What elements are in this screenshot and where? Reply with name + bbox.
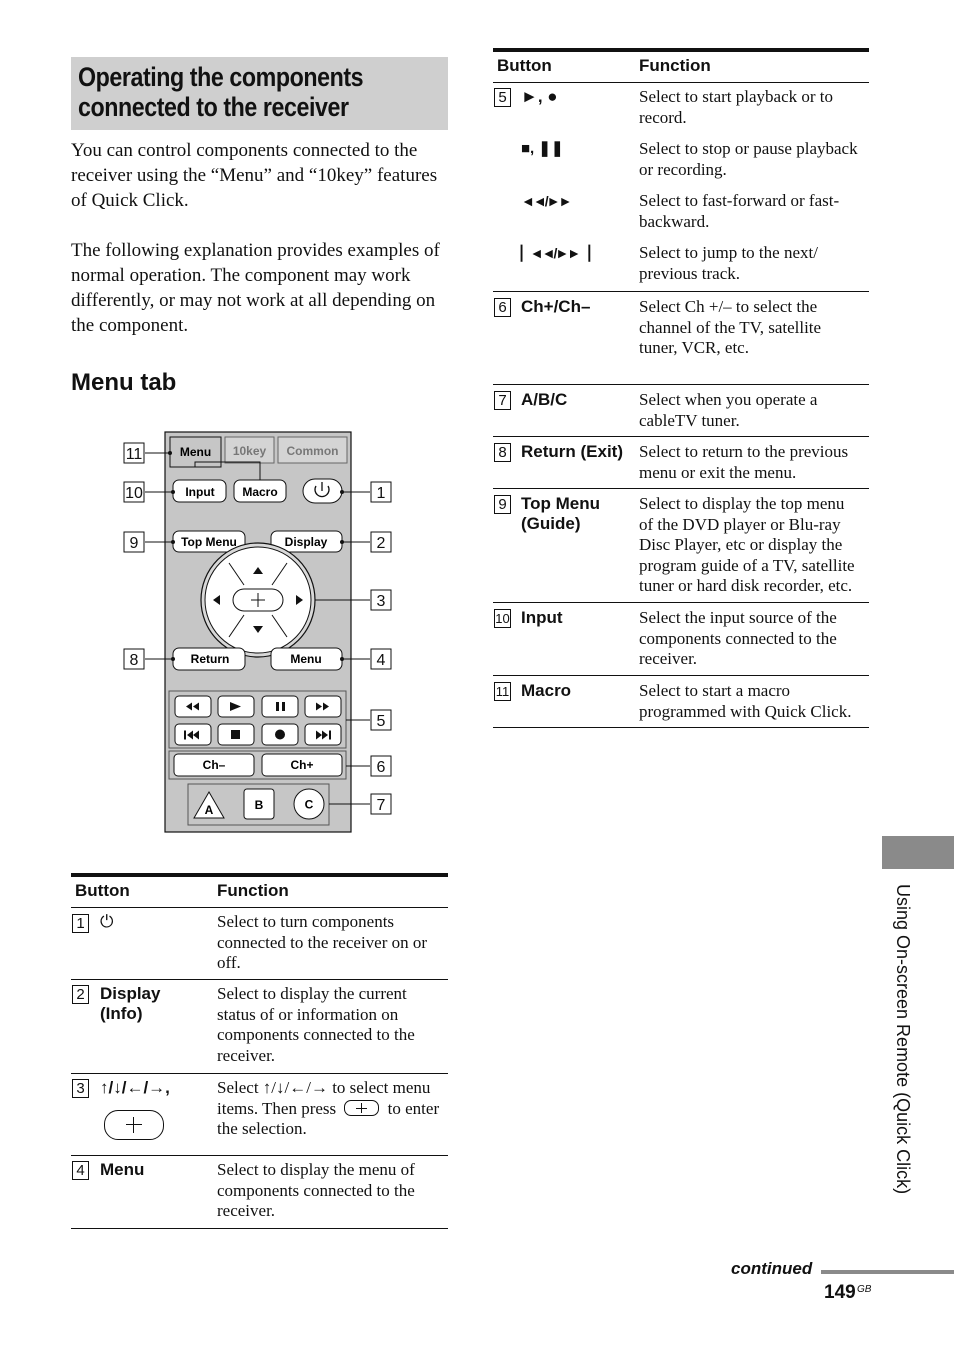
table-row: [493, 385, 869, 437]
row-number: 5: [494, 88, 511, 107]
callout-10-label: 10: [125, 485, 143, 502]
stop-icon: [231, 730, 240, 739]
row-function: Select to return to the previous menu or exit the menu.: [639, 442, 849, 482]
macro-button-label: Macro: [242, 485, 278, 499]
row-button-name: Menu: [100, 1160, 145, 1179]
table-row: [493, 437, 869, 489]
enter-inline-icon: [344, 1100, 379, 1116]
intro-paragraph-2: The following explanation provides examples of normal operation. The component may work differently, or may not work at all depending on the component.: [71, 240, 440, 336]
section-title-box: [71, 57, 448, 130]
row-function: Select Ch +/– to select the channel of the TV, satellite tuner, VCR, etc.: [639, 297, 822, 358]
row-number: 4: [72, 1161, 89, 1180]
return-button-label: Return: [190, 652, 230, 666]
continued-bar: [821, 1270, 954, 1274]
callout-6-label: 6: [376, 759, 386, 776]
chapter-side-label: Using On-screen Remote (Quick Click): [893, 884, 913, 1195]
row-number: 9: [494, 495, 511, 514]
row-function: Select to display the menu of components connected to the receiver.: [217, 1160, 415, 1221]
header-function: Function: [217, 881, 289, 900]
c-button-label: C: [304, 797, 314, 812]
row-button-name: Display (Info): [100, 984, 161, 1023]
table-row: [493, 292, 869, 385]
table-row: [493, 676, 869, 728]
continued-label: continued: [731, 1259, 813, 1278]
callout-5-label: 5: [376, 713, 386, 730]
table-header: [71, 873, 448, 908]
tab-common-label: Common: [286, 444, 339, 458]
pause-button: [262, 696, 298, 717]
table-row: [493, 489, 869, 603]
header-button: Button: [497, 56, 552, 75]
a-button-label: A: [204, 803, 214, 817]
row-function: Select to fast-forward or fast- backward.: [639, 191, 840, 231]
row-button-name: Return (Exit): [521, 442, 623, 461]
intro-paragraph-1: You can control components connected to the receiver using the “Menu” and “10key” features of Quick Click.: [71, 140, 438, 211]
row-function: Select to turn components connected to the receiver on or off.: [217, 912, 428, 973]
table-row: [71, 1074, 448, 1156]
arrows-icon: ↑/↓/←/→,: [100, 1078, 170, 1097]
table-row: [71, 1156, 448, 1229]
chapter-tab-marker: [882, 836, 954, 869]
ch-minus-button-label: Ch–: [202, 758, 226, 772]
row-button-name: Macro: [521, 681, 572, 700]
left-button-table: [71, 873, 448, 1229]
enter-button-icon: [104, 1110, 164, 1140]
table-header: [493, 48, 869, 83]
skip-track-icon: ▏◄◄/►►▕: [521, 245, 588, 261]
row-function: Select to start playback or to record.: [639, 87, 834, 127]
callout-7-label: 7: [376, 797, 386, 814]
page-suffix: GB: [857, 1284, 872, 1295]
row-number: 11: [495, 684, 510, 699]
row-function: Select to stop or pause playback or recording.: [639, 139, 858, 179]
play-record-icon: ►, ●: [521, 87, 558, 106]
row-number: 2: [72, 985, 89, 1004]
tab-menu-label: Menu: [179, 445, 212, 459]
row-number: 10: [495, 611, 510, 626]
tab-10key-label: 10key: [232, 444, 267, 458]
callout-11-label: 11: [125, 446, 143, 463]
table-row: [493, 603, 869, 676]
callout-1-label: 1: [376, 485, 386, 502]
row-button-name: Top Menu (Guide): [521, 494, 600, 533]
row-button-name: Ch+/Ch–: [521, 297, 591, 316]
callout-2-label: 2: [376, 535, 386, 552]
rewind-forward-icon: ◄◄/►►: [521, 193, 571, 209]
top-menu-button-label: Top Menu: [181, 535, 237, 549]
menu-button-label: Menu: [290, 652, 322, 666]
table-row: [71, 980, 448, 1074]
row-number: 1: [72, 914, 89, 933]
callout-8-label: 8: [129, 652, 139, 669]
b-button-label: B: [254, 798, 264, 812]
row-function: Select ↑/↓/←/→ to select menu items. Then press to enter the selection.: [217, 1078, 440, 1139]
menu-tab-heading: Menu tab: [71, 369, 177, 396]
row-number: 8: [494, 443, 511, 462]
callout-4-label: 4: [376, 652, 386, 669]
right-button-table: [493, 48, 869, 729]
row-button-name: Input: [521, 608, 563, 627]
row-function: Select to display the current status of or information on components connected to the receiver.: [217, 984, 415, 1065]
table-row: [493, 82, 869, 292]
row-function: Select the input source of the components connected to the receiver.: [639, 608, 837, 669]
ch-plus-button-label: Ch+: [290, 758, 314, 772]
row-number: 3: [72, 1079, 89, 1098]
input-button-label: Input: [185, 485, 215, 499]
page-number: 149: [824, 1282, 856, 1303]
row-function: Select to start a macro programmed with Quick Click.: [639, 681, 852, 721]
row-function: Select to display the top menu of the DVD player or Blu-ray Disc Player, etc or display the program guide of a TV, satellite tuner or hard disk recorder, etc.: [639, 494, 855, 596]
record-icon: [275, 730, 285, 740]
power-symbol-icon: ⏻: [100, 912, 114, 931]
row-number: 7: [494, 391, 511, 410]
callout-3-label: 3: [376, 593, 386, 610]
callout-9-label: 9: [129, 535, 139, 552]
table-row: [71, 907, 448, 980]
header-button: Button: [75, 881, 130, 900]
header-function: Function: [639, 56, 711, 75]
stop-pause-icon: ■, ❚❚: [521, 140, 564, 157]
row-function: Select to jump to the next/ previous track.: [639, 243, 818, 283]
section-title: Operating the components connected to the receiver: [78, 62, 364, 122]
display-button-label: Display: [284, 535, 328, 549]
row-button-name: A/B/C: [521, 390, 568, 409]
row-function: Select when you operate a cableTV tuner.: [639, 390, 818, 430]
row-number: 6: [494, 298, 511, 317]
